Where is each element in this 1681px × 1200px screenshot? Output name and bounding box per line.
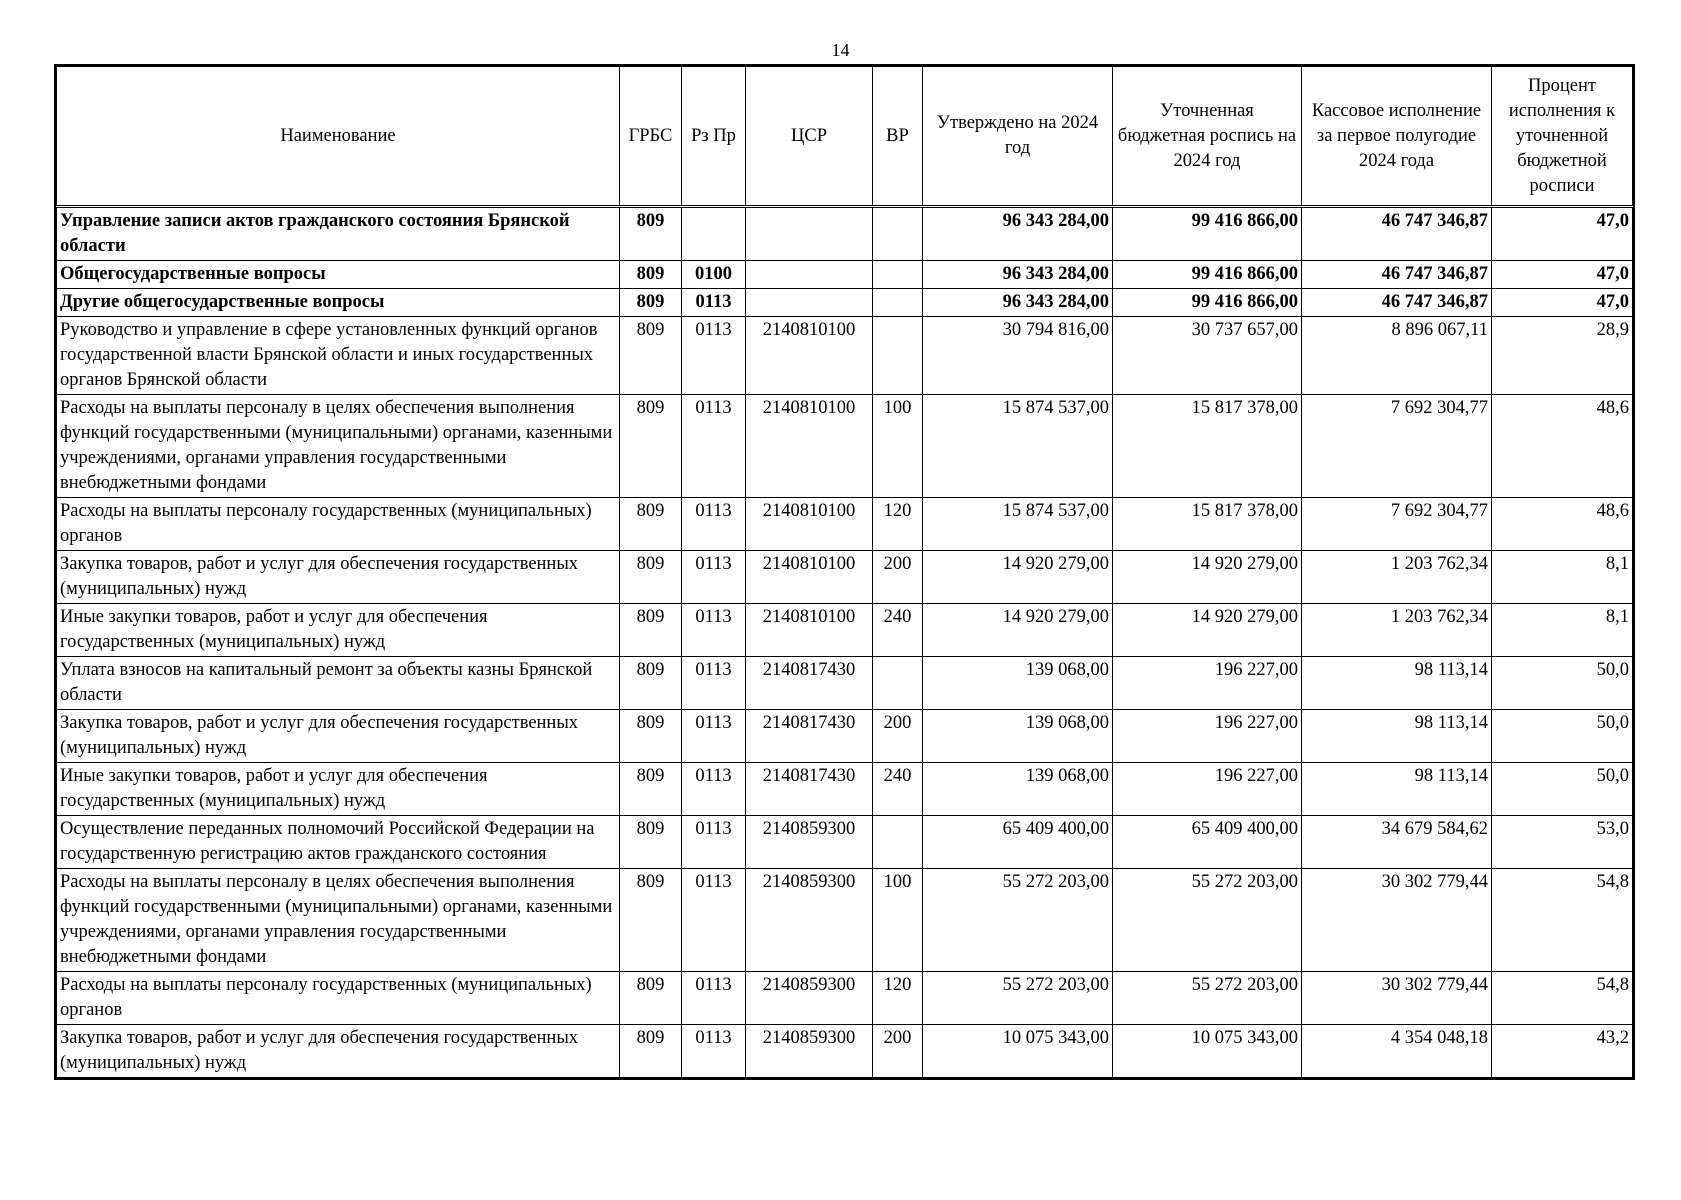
cell-name: Другие общегосударственные вопросы xyxy=(57,289,620,317)
table-row xyxy=(57,551,1633,604)
table-row xyxy=(57,763,1633,816)
cell-cash: 46 747 346,87 xyxy=(1302,261,1492,289)
cell-cash: 98 113,14 xyxy=(1302,710,1492,763)
cell-csr xyxy=(746,207,873,261)
cell-vr: 240 xyxy=(873,604,923,657)
cell-rzpr: 0113 xyxy=(682,317,746,395)
cell-rzpr: 0113 xyxy=(682,972,746,1025)
cell-rzpr: 0113 xyxy=(682,657,746,710)
cell-grbs: 809 xyxy=(620,604,682,657)
cell-vr: 200 xyxy=(873,1025,923,1078)
cell-grbs: 809 xyxy=(620,317,682,395)
cell-grbs: 809 xyxy=(620,816,682,869)
cell-approved: 65 409 400,00 xyxy=(923,816,1113,869)
cell-vr: 120 xyxy=(873,972,923,1025)
cell-vr: 200 xyxy=(873,710,923,763)
table-row xyxy=(57,657,1633,710)
cell-percent: 28,9 xyxy=(1492,317,1633,395)
header-grbs: ГРБС xyxy=(620,67,682,207)
cell-csr: 2140859300 xyxy=(746,816,873,869)
cell-percent: 48,6 xyxy=(1492,498,1633,551)
cell-vr xyxy=(873,289,923,317)
cell-rzpr: 0113 xyxy=(682,710,746,763)
cell-refined: 65 409 400,00 xyxy=(1113,816,1302,869)
cell-name: Управление записи актов гражданского состояния Брянской области xyxy=(57,207,620,261)
table-row xyxy=(57,604,1633,657)
cell-cash: 98 113,14 xyxy=(1302,763,1492,816)
table-body xyxy=(57,207,1633,1078)
table-row xyxy=(57,207,1633,261)
cell-percent: 54,8 xyxy=(1492,972,1633,1025)
header-vr: ВР xyxy=(873,67,923,207)
cell-csr: 2140859300 xyxy=(746,972,873,1025)
cell-approved: 10 075 343,00 xyxy=(923,1025,1113,1078)
cell-rzpr: 0113 xyxy=(682,869,746,972)
cell-approved: 15 874 537,00 xyxy=(923,395,1113,498)
table-row xyxy=(57,816,1633,869)
cell-rzpr: 0113 xyxy=(682,551,746,604)
cell-approved: 30 794 816,00 xyxy=(923,317,1113,395)
cell-cash: 7 692 304,77 xyxy=(1302,498,1492,551)
cell-vr: 100 xyxy=(873,395,923,498)
cell-approved: 96 343 284,00 xyxy=(923,289,1113,317)
cell-cash: 1 203 762,34 xyxy=(1302,604,1492,657)
cell-approved: 139 068,00 xyxy=(923,763,1113,816)
cell-refined: 196 227,00 xyxy=(1113,657,1302,710)
table-row xyxy=(57,498,1633,551)
cell-vr xyxy=(873,816,923,869)
cell-name: Расходы на выплаты персоналу в целях обеспечения выполнения функций государственными (муниципальными) органами, казенными учреждениями, органами управления государственными внебюджетными фондами xyxy=(57,395,620,498)
cell-approved: 96 343 284,00 xyxy=(923,261,1113,289)
cell-grbs: 809 xyxy=(620,207,682,261)
cell-percent: 50,0 xyxy=(1492,710,1633,763)
cell-approved: 96 343 284,00 xyxy=(923,207,1113,261)
cell-grbs: 809 xyxy=(620,1025,682,1078)
cell-grbs: 809 xyxy=(620,289,682,317)
cell-vr xyxy=(873,261,923,289)
cell-cash: 8 896 067,11 xyxy=(1302,317,1492,395)
cell-refined: 55 272 203,00 xyxy=(1113,869,1302,972)
cell-percent: 50,0 xyxy=(1492,763,1633,816)
cell-vr xyxy=(873,317,923,395)
table-row xyxy=(57,395,1633,498)
header-percent: Процент исполнения к уточненной бюджетной росписи xyxy=(1492,67,1633,207)
cell-percent: 48,6 xyxy=(1492,395,1633,498)
cell-csr: 2140810100 xyxy=(746,498,873,551)
cell-approved: 55 272 203,00 xyxy=(923,869,1113,972)
cell-grbs: 809 xyxy=(620,710,682,763)
cell-refined: 15 817 378,00 xyxy=(1113,498,1302,551)
cell-name: Уплата взносов на капитальный ремонт за объекты казны Брянской области xyxy=(57,657,620,710)
cell-refined: 30 737 657,00 xyxy=(1113,317,1302,395)
cell-refined: 15 817 378,00 xyxy=(1113,395,1302,498)
cell-cash: 98 113,14 xyxy=(1302,657,1492,710)
cell-refined: 55 272 203,00 xyxy=(1113,972,1302,1025)
cell-cash: 46 747 346,87 xyxy=(1302,207,1492,261)
cell-cash: 34 679 584,62 xyxy=(1302,816,1492,869)
header-csr: ЦСР xyxy=(746,67,873,207)
cell-approved: 55 272 203,00 xyxy=(923,972,1113,1025)
cell-grbs: 809 xyxy=(620,657,682,710)
cell-vr: 120 xyxy=(873,498,923,551)
cell-grbs: 809 xyxy=(620,395,682,498)
cell-approved: 14 920 279,00 xyxy=(923,604,1113,657)
cell-name: Расходы на выплаты персоналу государственных (муниципальных) органов xyxy=(57,972,620,1025)
cell-vr: 240 xyxy=(873,763,923,816)
cell-refined: 10 075 343,00 xyxy=(1113,1025,1302,1078)
cell-rzpr: 0113 xyxy=(682,816,746,869)
cell-percent: 8,1 xyxy=(1492,551,1633,604)
cell-rzpr: 0113 xyxy=(682,1025,746,1078)
cell-percent: 53,0 xyxy=(1492,816,1633,869)
cell-percent: 47,0 xyxy=(1492,289,1633,317)
cell-csr: 2140817430 xyxy=(746,710,873,763)
cell-percent: 50,0 xyxy=(1492,657,1633,710)
header-cash: Кассовое исполнение за первое полугодие 2024 года xyxy=(1302,67,1492,207)
cell-name: Общегосударственные вопросы xyxy=(57,261,620,289)
cell-percent: 8,1 xyxy=(1492,604,1633,657)
cell-vr xyxy=(873,207,923,261)
table-row xyxy=(57,972,1633,1025)
cell-cash: 7 692 304,77 xyxy=(1302,395,1492,498)
cell-percent: 47,0 xyxy=(1492,261,1633,289)
cell-refined: 99 416 866,00 xyxy=(1113,261,1302,289)
cell-rzpr: 0113 xyxy=(682,604,746,657)
cell-percent: 47,0 xyxy=(1492,207,1633,261)
cell-grbs: 809 xyxy=(620,763,682,816)
cell-csr xyxy=(746,289,873,317)
header-name: Наименование xyxy=(57,67,620,207)
page-number: 14 xyxy=(831,40,850,60)
cell-refined: 196 227,00 xyxy=(1113,763,1302,816)
cell-refined: 196 227,00 xyxy=(1113,710,1302,763)
cell-grbs: 809 xyxy=(620,972,682,1025)
cell-refined: 99 416 866,00 xyxy=(1113,289,1302,317)
cell-approved: 15 874 537,00 xyxy=(923,498,1113,551)
cell-vr: 200 xyxy=(873,551,923,604)
cell-csr: 2140859300 xyxy=(746,869,873,972)
cell-rzpr: 0113 xyxy=(682,395,746,498)
cell-csr: 2140859300 xyxy=(746,1025,873,1078)
cell-name: Иные закупки товаров, работ и услуг для обеспечения государственных (муниципальных) нужд xyxy=(57,604,620,657)
cell-name: Закупка товаров, работ и услуг для обеспечения государственных (муниципальных) нужд xyxy=(57,1025,620,1078)
cell-cash: 1 203 762,34 xyxy=(1302,551,1492,604)
cell-approved: 14 920 279,00 xyxy=(923,551,1113,604)
cell-csr: 2140810100 xyxy=(746,317,873,395)
cell-cash: 4 354 048,18 xyxy=(1302,1025,1492,1078)
cell-csr: 2140810100 xyxy=(746,551,873,604)
cell-csr: 2140817430 xyxy=(746,763,873,816)
cell-name: Закупка товаров, работ и услуг для обеспечения государственных (муниципальных) нужд xyxy=(57,551,620,604)
cell-csr: 2140810100 xyxy=(746,395,873,498)
budget-table xyxy=(56,66,1633,1078)
cell-csr xyxy=(746,261,873,289)
cell-refined: 14 920 279,00 xyxy=(1113,604,1302,657)
cell-grbs: 809 xyxy=(620,551,682,604)
cell-grbs: 809 xyxy=(620,498,682,551)
cell-approved: 139 068,00 xyxy=(923,710,1113,763)
cell-csr: 2140810100 xyxy=(746,604,873,657)
table-row xyxy=(57,317,1633,395)
cell-name: Расходы на выплаты персоналу в целях обеспечения выполнения функций государственными (муниципальными) органами, казенными учреждениями, органами управления государственными внебюджетными фондами xyxy=(57,869,620,972)
cell-csr: 2140817430 xyxy=(746,657,873,710)
cell-grbs: 809 xyxy=(620,261,682,289)
header-approved: Утверждено на 2024 год xyxy=(923,67,1113,207)
cell-vr: 100 xyxy=(873,869,923,972)
table-header-row xyxy=(57,67,1633,207)
table-row xyxy=(57,1025,1633,1078)
cell-cash: 46 747 346,87 xyxy=(1302,289,1492,317)
cell-rzpr: 0100 xyxy=(682,261,746,289)
cell-rzpr: 0113 xyxy=(682,289,746,317)
cell-refined: 99 416 866,00 xyxy=(1113,207,1302,261)
cell-refined: 14 920 279,00 xyxy=(1113,551,1302,604)
table-row xyxy=(57,710,1633,763)
cell-rzpr: 0113 xyxy=(682,763,746,816)
cell-rzpr xyxy=(682,207,746,261)
header-rzpr: Рз Пр xyxy=(682,67,746,207)
cell-vr xyxy=(873,657,923,710)
cell-name: Руководство и управление в сфере установленных функций органов государственной власти Брянской области и иных государственных органов Брянской области xyxy=(57,317,620,395)
cell-name: Расходы на выплаты персоналу государственных (муниципальных) органов xyxy=(57,498,620,551)
cell-cash: 30 302 779,44 xyxy=(1302,972,1492,1025)
cell-approved: 139 068,00 xyxy=(923,657,1113,710)
cell-percent: 43,2 xyxy=(1492,1025,1633,1078)
cell-cash: 30 302 779,44 xyxy=(1302,869,1492,972)
cell-grbs: 809 xyxy=(620,869,682,972)
table-row xyxy=(57,869,1633,972)
table-row xyxy=(57,289,1633,317)
cell-percent: 54,8 xyxy=(1492,869,1633,972)
header-refined: Уточненная бюджетная роспись на 2024 год xyxy=(1113,67,1302,207)
cell-rzpr: 0113 xyxy=(682,498,746,551)
cell-name: Осуществление переданных полномочий Российской Федерации на государственную регистрацию актов гражданского состояния xyxy=(57,816,620,869)
cell-name: Иные закупки товаров, работ и услуг для обеспечения государственных (муниципальных) нужд xyxy=(57,763,620,816)
cell-name: Закупка товаров, работ и услуг для обеспечения государственных (муниципальных) нужд xyxy=(57,710,620,763)
table-row xyxy=(57,261,1633,289)
